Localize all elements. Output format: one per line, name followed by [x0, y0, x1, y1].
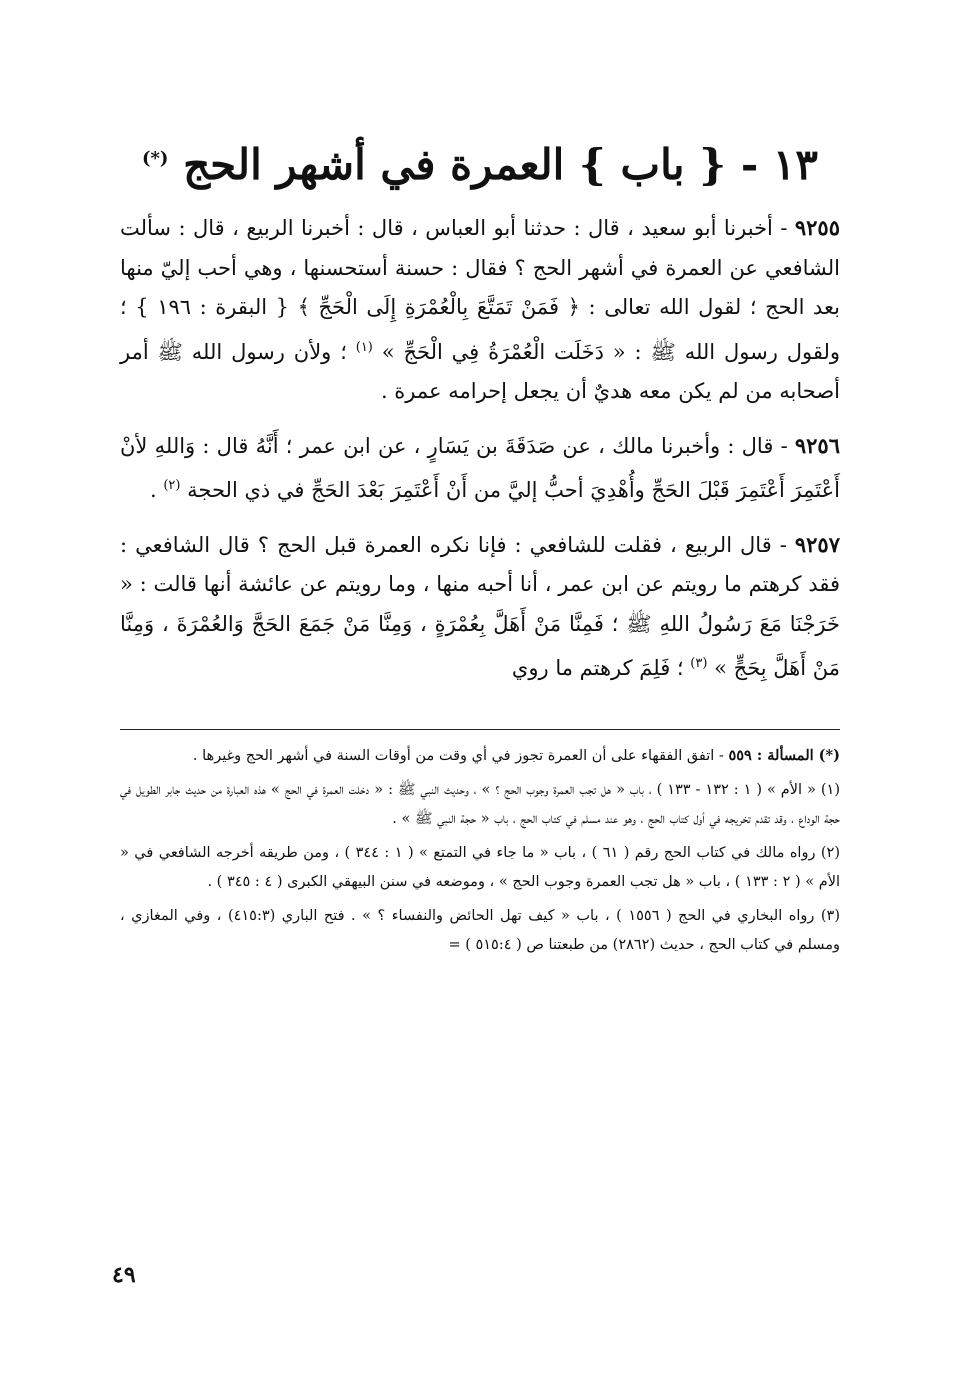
- footnote-text: (٢) رواه مالك في كتاب الحج رقم ( ٦١ ) ، باب « ما جاء في التمتع » ( ١ : ٣٤٤ ) ، ومن طريقه أخرجه الشافعي في « الأم » ( ٢ : ١٣٣ ) ، باب « هل تجب العمرة وجوب الحج » ، وموضعه في سنن البيهقي الكبرى ( ٤ : ٣٤٥ ) .: [120, 845, 840, 890]
- footnote-3: [120, 902, 840, 959]
- paragraph-tail: ؛ ولأن رسول الله ﷺ أمر أصحابه من لم يكن معه هديٌ أن يجعل إحرامه عمرة .: [120, 339, 840, 404]
- footnote-2: [120, 839, 840, 896]
- footnote-text: - اتفق الفقهاء على أن العمرة تجوز في أي وقت من أوقات السنة في أشهر الحج وغيرها .: [192, 747, 729, 764]
- page-number: ٤٩: [112, 1262, 136, 1288]
- footnote-ref: (٣): [690, 656, 708, 672]
- footnote-lead: (*) المسألة : ٥٥٩: [728, 746, 840, 764]
- footnote-text: (٣) رواه البخاري في الحج ( ١٥٥٦ ) ، باب « كيف تهل الحائض والنفساء ؟ » . فتح الباري (٤١٥:٣) ، وفي المغازي ، ومسلم في كتاب الحج ، حديث (٢٨٦٢) من طبعتنا ص ( ٥١٥:٤ ) =: [120, 908, 840, 953]
- paragraph-text: - قال : وأخبرنا مالك ، عن صَدَقَةَ بن يَسَارٍ ، عن ابن عمر ؛ أَنَّهُ قال : وَاللهِ لأنْ أَعْتَمِرَ أَعْتَمِرَ قَبْلَ الحَجِّ وأُهْدِيَ أحبُّ إليَّ من أَنْ أَعْتَمِرَ بَعْدَ الحَجِّ في ذي الحجة: [120, 433, 840, 503]
- paragraph-number: ٩٢٥٥: [794, 215, 840, 241]
- chapter-title-text: ١٣ - { باب } العمرة في أشهر الحج: [183, 140, 818, 189]
- paragraph-9256: [120, 426, 840, 511]
- footnote-divider: [120, 729, 840, 730]
- paragraph-number: ٩٢٥٧: [794, 531, 840, 557]
- paragraph-tail: ؛ فَلِمَ كرهتم ما روي: [511, 656, 691, 681]
- paragraph-text: - أخبرنا أبو سعيد ، قال : حدثنا أبو العباس ، قال : أخبرنا الربيع ، قال : سألت الشافعي عن العمرة في أشهر الحج ؟ فقال : حسنة أستحسنها ، وهي أحب إليّ منها بعد الحج ؛ لقول الله تعالى : ﴿ فَمَنْ تَمَتَّعَ بِالْعُمْرَةِ إِلَى الْحَجِّ ﴾ { البقرة : ١٩٦ } ؛ ولقول رسول الله ﷺ : « دَخَلَت الْعُمْرَةُ فِي الْحَجِّ »: [120, 216, 841, 364]
- paragraph-text: - قال الربيع ، فقلت للشافعي : فإنا نكره العمرة قبل الحج ؟ قال الشافعي : فقد كرهتم ما رويتم عن ابن عمر ، أنا أحبه منها ، وما رويتم عن عائشة أنها قالت : « خَرَجْنَا مَعَ رَسُولُ اللهِ ﷺ ؛ فَمِنَّا مَنْ أَهَلَّ بِعُمْرَةٍ ، وَمِنَّا مَنْ جَمَعَ الحَجَّ وَالعُمْرَةَ ، وَمِنَّا مَنْ أَهَلَّ بِحَجٍّ »: [120, 532, 840, 681]
- paragraph-9257: [120, 525, 840, 689]
- footnote-1: [120, 776, 840, 833]
- paragraph-tail: .: [149, 478, 164, 503]
- footnote-star: [120, 742, 840, 771]
- paragraph-9255: [120, 208, 840, 412]
- footnote-text: (١) « الأم » ( ١ : ١٣٢ - ١٣٣ ) ، باب « هل تجب العمرة وجوب الحج ؟ » ، وحديث النبي ﷺ : « دخلت العمرة في الحج » هذه العبارة من حديث جابر الطويل في حجة الوداع ، وقد تقدم تخريجه في أول كتاب الحج ، وهو عند مسلم في كتاب الحج ، باب « حجة النبي ﷺ » .: [120, 782, 840, 827]
- paragraph-number: ٩٢٥٦: [794, 432, 840, 458]
- document-page: [120, 140, 840, 965]
- footnote-ref: (٢): [163, 478, 181, 494]
- chapter-title-marker: (*): [141, 148, 169, 169]
- chapter-title: [120, 140, 840, 190]
- footnote-ref: (١): [355, 339, 373, 355]
